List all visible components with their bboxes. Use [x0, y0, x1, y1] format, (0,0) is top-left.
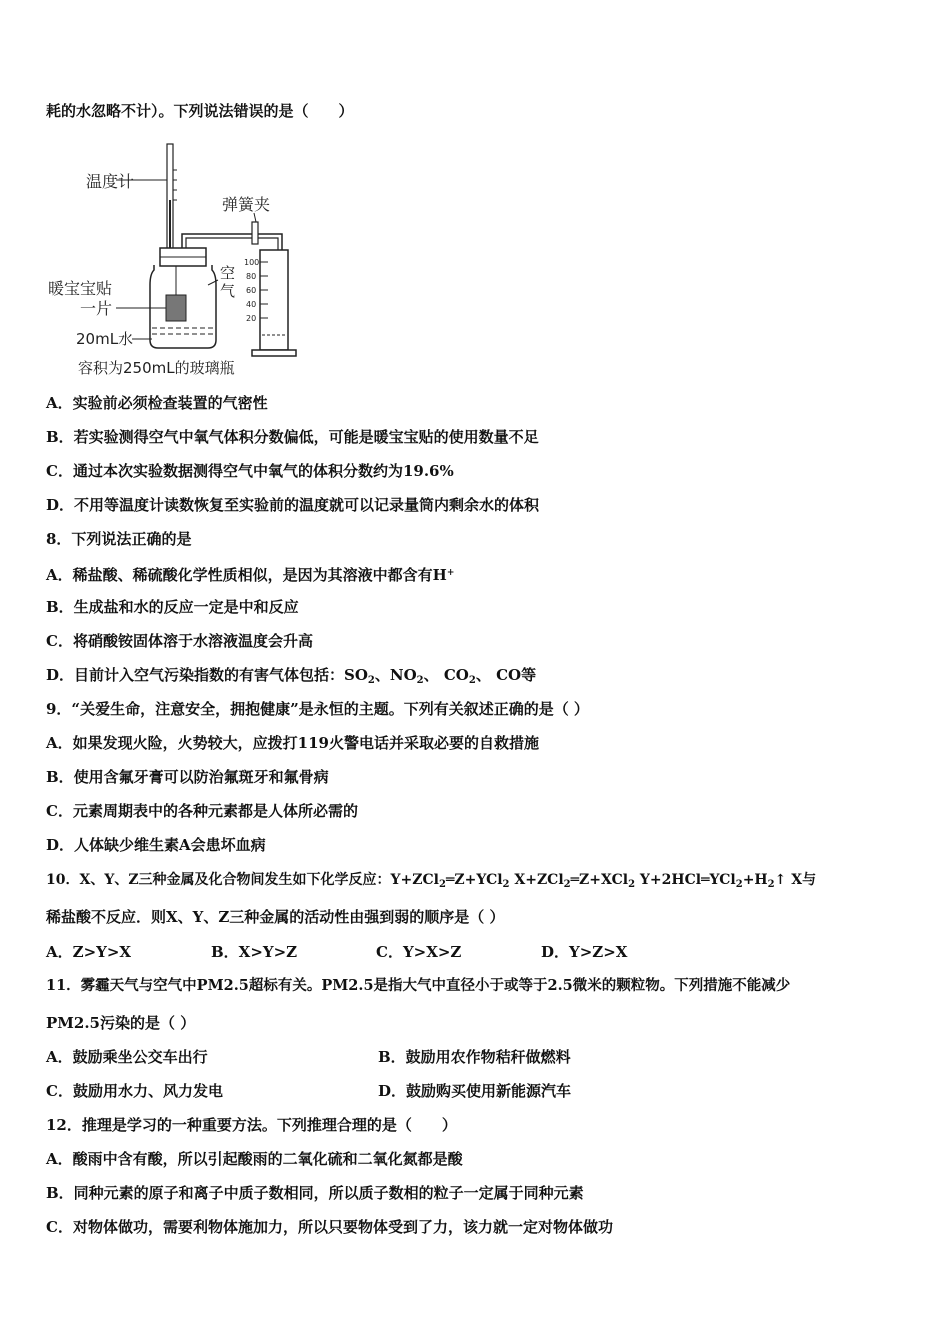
q9-option-a: A．如果发现火险，火势较大，应拨打119火警电话并采取必要的自救措施	[46, 734, 539, 752]
q8-option-a: A．稀盐酸、稀硫酸化学性质相似，是因为其溶液中都含有H+	[46, 566, 455, 584]
q11-option-c: C．鼓励用水力、风力发电	[46, 1082, 223, 1100]
air-label-1: 空	[220, 264, 236, 282]
q12-option-b: B．同种元素的原子和离子中质子数相同，所以质子数相的粒子一定属于同种元素	[46, 1184, 584, 1202]
question7-stem-tail: 耗的水忽略不计）。下列说法错误的是（ ）	[46, 102, 354, 120]
q10-options	[46, 942, 706, 962]
bottle-label: 容积为250mL的玻璃瓶	[78, 359, 235, 377]
q9-stem: 9．“关爱生命，注意安全，拥抱健康”是永恒的主题。下列有关叙述正确的是（ ）	[46, 700, 589, 718]
q11-stem-line2: PM2.5污染的是（ ）	[46, 1014, 196, 1032]
q8-option-c: C．将硝酸铵固体溶于水溶液温度会升高	[46, 632, 313, 650]
warmer-label-1: 暖宝宝贴	[48, 279, 113, 298]
cylinder-tick-80: 80	[246, 272, 257, 281]
q8-stem: 8．下列说法正确的是	[46, 530, 192, 548]
q7-option-a: A．实验前必须检查装置的气密性	[46, 394, 268, 412]
thermometer-label: 温度计	[86, 172, 135, 191]
q10-option-b: B．X>Y>Z	[211, 943, 298, 961]
clamp-label: 弹簧夹	[222, 195, 271, 214]
q11-option-b: B．鼓励用农作物秸秆做燃料	[378, 1048, 571, 1066]
q11-option-a: A．鼓励乘坐公交车出行	[46, 1048, 208, 1066]
q11-stem-line1: 11．雾霾天气与空气中PM2.5超标有关。PM2.5是指大气中直径小于或等于2.5微米的颗粒物。下列措施不能减少	[46, 977, 791, 994]
q11-option-d: D．鼓励购买使用新能源汽车	[378, 1082, 572, 1100]
q12-option-c: C．对物体做功，需要利物体施加力，所以只要物体受到了力，该力就一定对物体做功	[46, 1218, 613, 1236]
q9-option-d: D．人体缺少维生素A会患坏血病	[46, 836, 266, 854]
experiment-apparatus-diagram	[46, 140, 316, 380]
q8-option-b: B．生成盐和水的反应一定是中和反应	[46, 598, 299, 616]
q10-stem-line2: 稀盐酸不反应．则X、Y、Z三种金属的活动性由强到弱的顺序是（ ）	[46, 908, 505, 926]
q9-option-c: C．元素周期表中的各种元素都是人体所必需的	[46, 802, 358, 820]
q7-option-b: B．若实验测得空气中氧气体积分数偏低，可能是暖宝宝贴的使用数量不足	[46, 428, 539, 446]
cylinder-tick-100: 100	[244, 258, 260, 267]
q7-option-d: D．不用等温度计读数恢复至实验前的温度就可以记录量筒内剩余水的体积	[46, 496, 540, 514]
q10-stem-line1: 10．X、Y、Z三种金属及化合物间发生如下化学反应：Y+ZCl$_2$═Z+YCl$_2$ X+ZCl$_2$═Z+XCl$_2$ $Y+2HCl═YCl_2+H_2↑$ X与	[46, 872, 817, 890]
q12-stem: 12．推理是学习的一种重要方法。下列推理合理的是（ ）	[46, 1116, 457, 1134]
water-label: 20mL水	[76, 330, 134, 348]
q10-option-c: C．Y>X>Z	[376, 943, 462, 961]
air-label-2: 气	[220, 282, 236, 300]
hand-warmer-patch	[166, 295, 186, 321]
q9-option-b: B．使用含氟牙膏可以防治氟斑牙和氟骨病	[46, 768, 329, 786]
cylinder-tick-40: 40	[246, 300, 257, 309]
q8-option-d: D．目前计入空气污染指数的有害气体包括：$SO_2$、$NO_2$、 $CO_2$、 CO等	[46, 666, 537, 686]
spring-clamp	[252, 222, 258, 244]
q10-option-d: D．Y>Z>X	[541, 943, 628, 961]
cylinder-tick-20: 20	[246, 314, 257, 323]
q12-option-a: A．酸雨中含有酸，所以引起酸雨的二氧化硫和二氧化氮都是酸	[46, 1150, 463, 1168]
warmer-label-2: 一片	[80, 299, 113, 318]
q10-option-a: A．Z>Y>X	[46, 943, 132, 961]
cylinder-tick-60: 60	[246, 286, 257, 295]
q7-option-c: C．通过本次实验数据测得空气中氧气的体积分数约为19.6%	[46, 462, 454, 480]
